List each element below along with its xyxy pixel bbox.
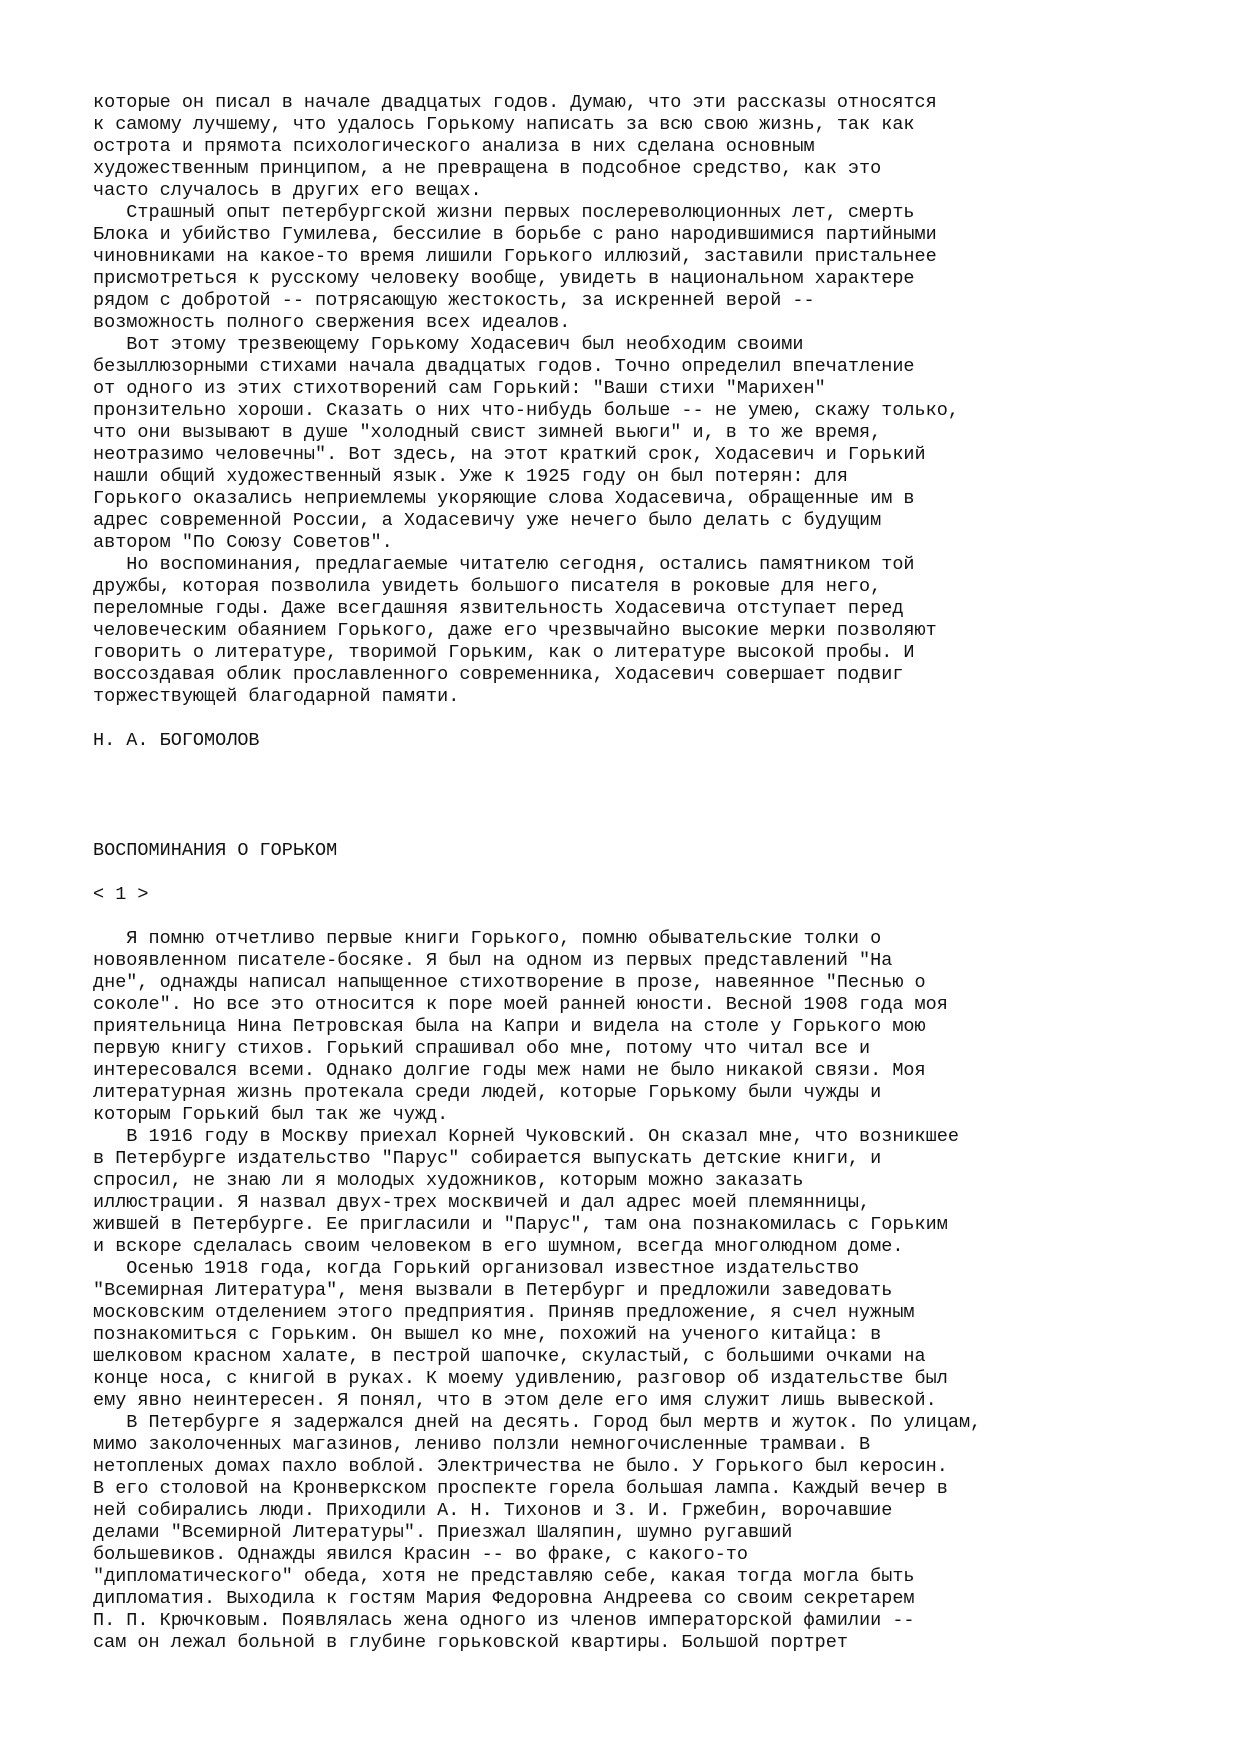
text-line: В 1916 году в Москву приехал Корней Чуковский. Он сказал мне, что возникшее: [93, 1126, 959, 1147]
text-line: пронзительно хороши. Сказать о них что-нибудь больше -- не умею, скажу только,: [93, 400, 959, 421]
text-line: которым Горький был так же чужд.: [93, 1104, 449, 1125]
text-line: безыллюзорными стихами начала двадцатых годов. Точно определил впечатление: [93, 356, 915, 377]
intro-paragraph-2: [93, 202, 1213, 334]
text-line: большевиков. Однажды явился Красин -- во фраке, с какого-то: [93, 1544, 749, 1565]
text-line: конце носа, с книгой в руках. К моему удивлению, разговор об издательстве был: [93, 1368, 948, 1389]
text-line: художественным принципом, а не превращена в подсобное средство, как это: [93, 158, 882, 179]
text-line: которые он писал в начале двадцатых годов. Думаю, что эти рассказы относятся: [93, 92, 937, 113]
spacer: [93, 818, 1213, 840]
text-line: говорить о литературе, творимой Горьким, как о литературе высокой пробы. И: [93, 642, 915, 663]
text-line: возможность полного свержения всех идеалов.: [93, 312, 571, 333]
chapter-paragraph-2: [93, 1126, 1213, 1258]
text-line: соколе". Но все это относится к поре моей ранней юности. Весной 1908 года моя: [93, 994, 948, 1015]
text-line: дружбы, которая позволила увидеть большого писателя в роковые для него,: [93, 576, 882, 597]
spacer: [93, 796, 1213, 818]
text-line: Блока и убийство Гумилева, бессилие в борьбе с рано народившимися партийными: [93, 224, 937, 245]
text-line: мимо заколоченных магазинов, лениво ползли немногочисленные трамваи. В: [93, 1434, 871, 1455]
text-line: делами "Всемирной Литературы". Приезжал Шаляпин, шумно ругавший: [93, 1522, 793, 1543]
text-line: человеческим обаянием Горького, даже его чрезвычайно высокие мерки позволяют: [93, 620, 937, 641]
text-line: часто случалось в других его вещах.: [93, 180, 482, 201]
text-line: рядом с добротой -- потрясающую жестокость, за искренней верой --: [93, 290, 815, 311]
text-line: нашли общий художественный язык. Уже к 1925 году он был потерян: для: [93, 466, 848, 487]
text-line: что они вызывают в душе "холодный свист зимней вьюги" и, в то же время,: [93, 422, 882, 443]
text-line: жившей в Петербурге. Ее пригласили и "Парус", там она познакомилась с Горьким: [93, 1214, 948, 1235]
text-line: дипломатия. Выходила к гостям Мария Федоровна Андреева со своим секретарем: [93, 1588, 915, 1609]
text-line: "дипломатического" обеда, хотя не представляю себе, какая тогда могла быть: [93, 1566, 915, 1587]
chapter-paragraph-3: [93, 1258, 1213, 1412]
text-line: и вскоре сделалась своим человеком в его шумном, всегда многолюдном доме.: [93, 1236, 904, 1257]
text-line: литературная жизнь протекала среди людей, которые Горькому были чужды и: [93, 1082, 882, 1103]
chapter-section: [93, 840, 1213, 1654]
text-line: московским отделением этого предприятия. Приняв предложение, я счел нужным: [93, 1302, 915, 1323]
text-line: в Петербурге издательство "Парус" собирается выпускать детские книги, и: [93, 1148, 882, 1169]
text-line: П. П. Крючковым. Появлялась жена одного из членов императорской фамилии --: [93, 1610, 915, 1631]
text-line: адрес современной России, а Ходасевичу уже нечего было делать с будущим: [93, 510, 882, 531]
text-line: шелковом красном халате, в пестрой шапочке, скуластый, с большими очками на: [93, 1346, 926, 1367]
text-line: иллюстрации. Я назвал двух-трех москвичей и дал адрес моей племянницы,: [93, 1192, 871, 1213]
text-line: спросил, не знаю ли я молодых художников, которым можно заказать: [93, 1170, 804, 1191]
text-line: познакомиться с Горьким. Он вышел ко мне, похожий на ученого китайца: в: [93, 1324, 882, 1345]
text-line: новоявленном писателе-босяке. Я был на одном из первых представлений "На: [93, 950, 893, 971]
spacer: [93, 906, 1213, 928]
text-line: к самому лучшему, что удалось Горькому написать за всю свою жизнь, так как: [93, 114, 915, 135]
text-line: торжествующей благодарной памяти.: [93, 686, 460, 707]
text-line: Горького оказались неприемлемы укоряющие слова Ходасевича, обращенные им в: [93, 488, 915, 509]
spacer: [93, 708, 1213, 730]
text-line: переломные годы. Даже всегдашняя язвительность Ходасевича отступает перед: [93, 598, 904, 619]
text-line: острота и прямота психологического анализа в них сделана основным: [93, 136, 815, 157]
text-line: интересовался всеми. Однако долгие годы меж нами не было никакой связи. Моя: [93, 1060, 926, 1081]
text-line: ней собирались люди. Приходили А. Н. Тихонов и 3. И. Гржебин, ворочавшие: [93, 1500, 893, 1521]
text-line: от одного из этих стихотворений сам Горький: "Ваши стихи "Марихен": [93, 378, 826, 399]
text-line: Но воспоминания, предлагаемые читателю сегодня, остались памятником той: [93, 554, 915, 575]
chapter-title: ВОСПОМИНАНИЯ О ГОРЬКОМ: [93, 840, 338, 861]
text-line: Вот этому трезвеющему Горькому Ходасевич был необходим своими: [93, 334, 804, 355]
text-line: воссоздавая облик прославленного современника, Ходасевич совершает подвиг: [93, 664, 904, 685]
chapter-paragraph-4: [93, 1412, 1213, 1654]
text-line: чиновниками на какое-то время лишили Горького иллюзий, заставили пристальнее: [93, 246, 937, 267]
text-line: первую книгу стихов. Горький спрашивал обо мне, потому что читал все и: [93, 1038, 871, 1059]
document-page: [93, 92, 1213, 1654]
text-line: приятельница Нина Петровская была на Капри и видела на столе у Горького мою: [93, 1016, 926, 1037]
intro-paragraph-3: [93, 334, 1213, 554]
intro-paragraph-4: [93, 554, 1213, 708]
text-line: "Всемирная Литература", меня вызвали в Петербург и предложили заведовать: [93, 1280, 893, 1301]
text-line: ему явно неинтересен. Я понял, что в этом деле его имя служит лишь вывеской.: [93, 1390, 937, 1411]
text-line: автором "По Союзу Советов".: [93, 532, 393, 553]
intro-paragraph-1: [93, 92, 1213, 202]
text-line: Осенью 1918 года, когда Горький организовал известное издательство: [93, 1258, 860, 1279]
text-line: нетопленых домах пахло воблой. Электричества не было. У Горького был керосин.: [93, 1456, 948, 1477]
text-line: Я помню отчетливо первые книги Горького, помню обывательские толки о: [93, 928, 882, 949]
text-line: дне", однажды написал напыщенное стихотворение в прозе, навеянное "Песнью о: [93, 972, 926, 993]
text-line: В его столовой на Кронверкском проспекте горела большая лампа. Каждый вечер в: [93, 1478, 948, 1499]
chapter-paragraph-1: [93, 928, 1213, 1126]
author-signature: Н. А. БОГОМОЛОВ: [93, 730, 260, 751]
section-marker: < 1 >: [93, 884, 149, 905]
text-line: присмотреться к русскому человеку вообще, увидеть в национальном характере: [93, 268, 915, 289]
text-line: сам он лежал больной в глубине горьковской квартиры. Большой портрет: [93, 1632, 848, 1653]
spacer: [93, 774, 1213, 796]
text-line: В Петербурге я задержался дней на десять. Город был мертв и жуток. По улицам,: [93, 1412, 982, 1433]
spacer: [93, 752, 1213, 774]
intro-section: [93, 92, 1213, 752]
spacer: [93, 862, 1213, 884]
text-line: неотразимо человечны". Вот здесь, на этот краткий срок, Ходасевич и Горький: [93, 444, 926, 465]
text-line: Страшный опыт петербургской жизни первых послереволюционных лет, смерть: [93, 202, 915, 223]
